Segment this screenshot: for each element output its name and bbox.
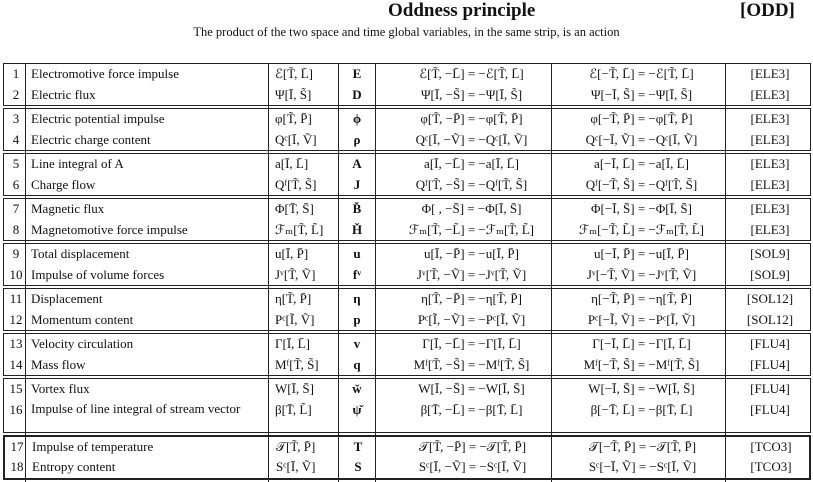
page-code: [ODD] [740, 0, 795, 21]
table-group [3, 153, 811, 196]
time-oddness-equation: u[−Ī, P̄] = −u[Ī, P̄] [594, 246, 689, 261]
field-symbol: v [353, 336, 361, 351]
space-oddness-equation: Mᶠ[T̃, −S̃] = −Mᶠ[T̃, S̃] [413, 356, 530, 372]
time-oddness-equation: φ[−T̃, P̄] = −φ[T̃, P̄] [590, 111, 693, 126]
space-oddness-equation: Jᵛ[T̃, −Ṽ] = −Jᵛ[T̃, Ṽ] [416, 266, 527, 282]
field-symbol: p [353, 311, 361, 327]
row-number: 18 [10, 459, 24, 474]
column-divider [338, 63, 339, 482]
time-oddness-equation: W[−Ī, S̄] = −W[Ī, S̄] [588, 381, 695, 396]
time-oddness-equation: Γ[−Ī, L̄] = −Γ[Ī, L̄] [592, 336, 691, 351]
variable-symbol: W[Ī, S̄] [275, 381, 314, 396]
variable-name: Electromotive force impulse [31, 66, 180, 81]
reference: [ELE3] [750, 221, 790, 237]
field-symbol: fᵛ [352, 266, 362, 282]
table-row [5, 457, 809, 478]
variable-name: Vortex flux [31, 381, 90, 396]
field-symbol: J [353, 176, 361, 192]
time-oddness-equation: Mᶠ[−T̃, S̃] = −Mᶠ[T̃, S̃] [583, 356, 700, 372]
time-oddness-equation: η[−T̃, P̄] = −η[T̃, P̄] [591, 291, 692, 306]
page-subtitle: The product of the two space and time global variables, in the same strip, is an action [193, 25, 620, 39]
space-oddness-equation: Γ[Ī, −L̄] = −Γ[Ī, L̄] [422, 336, 521, 351]
row-number: 14 [9, 356, 23, 372]
field-symbol: ρ [353, 131, 361, 147]
space-oddness-equation: a[Ī, −L̄] = −a[Ī, L̄] [424, 156, 519, 171]
space-oddness-equation: Qᶠ[T̃, −S̃] = −Qᶠ[T̃, S̃] [415, 176, 528, 192]
table-row [4, 334, 810, 355]
variable-name: Electric charge content [31, 131, 151, 147]
variable-symbol: 𝒯[T̃, P̄] [276, 438, 316, 454]
field-symbol: ψ̌ [352, 401, 362, 417]
time-oddness-equation: ℱₘ[−T̃, L̃] = −ℱₘ[T̃, L̃] [578, 221, 705, 237]
table-row [4, 355, 810, 376]
row-number: 2 [12, 86, 20, 102]
table-group [3, 243, 811, 286]
reference: [ELE3] [750, 66, 790, 81]
column-divider [268, 63, 269, 482]
table-group [3, 63, 811, 106]
table-row [4, 64, 810, 85]
time-oddness-equation: Φ[−Ī, S̄] = −Φ[Ī, S̄] [591, 201, 692, 216]
reference: [TCO3] [750, 459, 792, 474]
variable-name: Magnetic flux [31, 201, 105, 216]
table-group [3, 333, 811, 376]
variable-symbol: a[Ī, L̄] [275, 156, 309, 171]
variable-name: Velocity circulation [31, 336, 134, 351]
variable-symbol: β[T̄, L̃] [275, 401, 312, 417]
space-oddness-equation: β[T̄, −L̄] = −β[T̄, L̄] [420, 401, 523, 417]
space-oddness-equation: ℱₘ[T̃, −L̃] = −ℱₘ[T̃, L̃] [408, 221, 535, 237]
time-oddness-equation: Qᶜ[−Ī, Ṽ] = −Qᶜ[Ī, Ṽ] [585, 131, 698, 147]
reference: [ELE3] [750, 201, 790, 216]
time-oddness-equation: Pᶜ[−Ĩ, Ṽ] = −Pᶜ[Ĩ, Ṽ] [587, 311, 696, 327]
table-group [3, 108, 811, 151]
row-number: 8 [12, 221, 20, 237]
time-oddness-equation: 𝒯[−T̃, P̄] = −𝒯[T̃, P̄] [588, 438, 697, 454]
space-oddness-equation: Qᶜ[Ī, −Ṽ] = −Qᶜ[Ī, Ṽ] [415, 131, 528, 147]
reference: [ELE3] [750, 156, 790, 171]
field-symbol: B̌ [352, 201, 362, 216]
table-row [4, 175, 810, 196]
reference: [SOL12] [746, 291, 794, 306]
table-group [3, 288, 811, 331]
row-number: 17 [10, 438, 24, 454]
variable-symbol: Ψ[Ī, S̃] [275, 86, 312, 102]
time-oddness-equation: a[−Ī, L̄] = −a[Ī, L̄] [594, 156, 689, 171]
time-oddness-equation: ℰ[−T̃, L̄] = −ℰ[T̃, L̄] [589, 66, 694, 81]
table-row [4, 379, 810, 400]
reference: [ELE3] [750, 111, 790, 126]
variable-name: Mass flow [31, 356, 86, 372]
table-row [4, 310, 810, 331]
field-symbol: w̌ [352, 381, 362, 396]
row-number: 6 [12, 176, 20, 192]
variable-symbol: u[Ī, P̄] [275, 246, 309, 261]
field-symbol: η [353, 291, 361, 306]
space-oddness-equation: 𝒯[T̃, −P̄] = −𝒯[T̃, P̄] [418, 438, 527, 454]
reference: [ELE3] [750, 86, 790, 102]
column-divider [375, 63, 376, 482]
field-symbol: S [354, 459, 362, 474]
row-number: 7 [12, 201, 20, 216]
table-row [4, 109, 810, 130]
table-row [4, 85, 810, 106]
space-oddness-equation: u[Ī, −P̄] = −u[Ī, P̄] [424, 246, 519, 261]
reference: [FLU4] [750, 356, 790, 372]
space-oddness-equation: Ψ[Ī, −S̃] = −Ψ[Ī, S̃] [420, 86, 523, 102]
variable-name: Line integral of A [31, 156, 124, 171]
variable-symbol: φ[T̃, P̄] [275, 111, 312, 126]
field-symbol: D [352, 86, 362, 102]
reference: [FLU4] [750, 401, 790, 417]
table-group [3, 378, 811, 433]
row-number: 11 [9, 291, 23, 306]
variable-name: Impulse of volume forces [31, 266, 165, 282]
field-symbol: ϕ [352, 111, 362, 126]
time-oddness-equation: Jᵛ[−T̃, Ṽ] = −Jᵛ[T̃, Ṽ] [586, 266, 697, 282]
row-number: 4 [12, 131, 20, 147]
row-number: 15 [9, 381, 23, 396]
variable-symbol: Qᶠ[T̃, S̃] [275, 176, 317, 192]
space-oddness-equation: W[Ī, −S̄] = −W[Ī, S̄] [418, 381, 525, 396]
row-number: 12 [9, 311, 23, 327]
reference: [FLU4] [750, 336, 790, 351]
reference: [SOL9] [750, 266, 790, 282]
variable-name: Entropy content [32, 459, 116, 474]
table-row [4, 244, 810, 265]
reference: [TCO3] [750, 438, 792, 454]
table-group [3, 198, 811, 241]
variable-symbol: Jᵛ[T̃, Ṽ] [275, 266, 316, 282]
page-title: Oddness principle [388, 0, 536, 21]
variable-name: Total displacement [31, 246, 130, 261]
variable-symbol: Mᶠ[T̃, S̃] [275, 356, 319, 372]
space-oddness-equation: Sᶜ[Ī, −Ṽ] = −Sᶜ[Ī, Ṽ] [418, 459, 527, 474]
table-row [4, 154, 810, 175]
reference: [SOL12] [746, 311, 794, 327]
variable-symbol: Sᶜ[Ī, Ṽ] [276, 459, 316, 474]
table-row [5, 437, 809, 458]
row-number: 16 [9, 401, 23, 417]
variable-name: Displacement [31, 291, 103, 306]
row-number: 13 [9, 336, 23, 351]
table-row [4, 265, 810, 286]
row-number: 1 [12, 66, 20, 81]
variable-symbol: Γ[Ī, L̄] [275, 336, 310, 351]
variable-name: Electric potential impulse [31, 111, 165, 126]
row-number: 5 [12, 156, 20, 171]
time-oddness-equation: Sᶜ[−Ī, Ṽ] = −Sᶜ[Ī, Ṽ] [588, 459, 697, 474]
variable-symbol: Qᶜ[Ī, Ṽ] [275, 131, 317, 147]
variable-name: Momentum content [31, 311, 134, 327]
variable-symbol: η[T̃, P̄] [275, 291, 312, 306]
variables-table [3, 63, 811, 482]
variable-name: Magnetomotive force impulse [31, 221, 188, 237]
time-oddness-equation: Ψ[−Ī, S̃] = −Ψ[Ī, S̃] [590, 86, 693, 102]
reference: [FLU4] [750, 381, 790, 396]
variable-name: Impulse of line integral of stream vector [31, 400, 241, 416]
row-number: 3 [12, 111, 20, 126]
field-symbol: Ȟ [351, 221, 363, 237]
space-oddness-equation: φ[T̃, −P̄] = −φ[T̃, P̄] [420, 111, 523, 126]
column-divider [25, 63, 26, 482]
field-symbol: u [353, 246, 361, 261]
space-oddness-equation: Pᶜ[Ĩ, −Ṽ] = −Pᶜ[Ĩ, Ṽ] [417, 311, 526, 327]
space-oddness-equation: ℰ[T̃, −L̄] = −ℰ[T̃, L̄] [419, 66, 524, 81]
table-row [4, 199, 810, 220]
variable-symbol: ℰ[T̃, L̄] [275, 66, 313, 81]
column-divider [725, 63, 726, 482]
time-oddness-equation: β[−T̄, L̄] = −β[T̄, L̄] [590, 401, 693, 417]
field-symbol: E [352, 66, 362, 81]
table-row [4, 400, 810, 432]
table-row [4, 289, 810, 310]
row-number: 9 [12, 246, 20, 261]
table-row [4, 130, 810, 151]
reference: [ELE3] [750, 176, 790, 192]
field-symbol: T [353, 438, 363, 454]
time-oddness-equation: Qᶠ[−T̃, S̃] = −Qᶠ[T̃, S̃] [585, 176, 698, 192]
space-oddness-equation: Φ[ , −S̄] = −Φ[Ī, S̄] [421, 201, 522, 216]
reference: [ELE3] [750, 131, 790, 147]
table-row [4, 220, 810, 241]
variable-name: Electric flux [31, 86, 96, 102]
variable-symbol: ℱₘ[T̃, L̃] [275, 221, 324, 237]
variable-name: Impulse of temperature [32, 438, 154, 454]
table-group [3, 435, 811, 480]
variable-symbol: Pᶜ[Ĩ, Ṽ] [275, 311, 315, 327]
space-oddness-equation: η[T̃, −P̄] = −η[T̃, P̄] [421, 291, 522, 306]
column-divider [551, 63, 552, 482]
field-symbol: q [353, 356, 361, 372]
variable-name: Charge flow [31, 176, 96, 192]
row-number: 10 [9, 266, 23, 282]
variable-symbol: Φ[T̄, S̄] [275, 201, 314, 216]
reference: [SOL9] [750, 246, 790, 261]
field-symbol: A [352, 156, 362, 171]
